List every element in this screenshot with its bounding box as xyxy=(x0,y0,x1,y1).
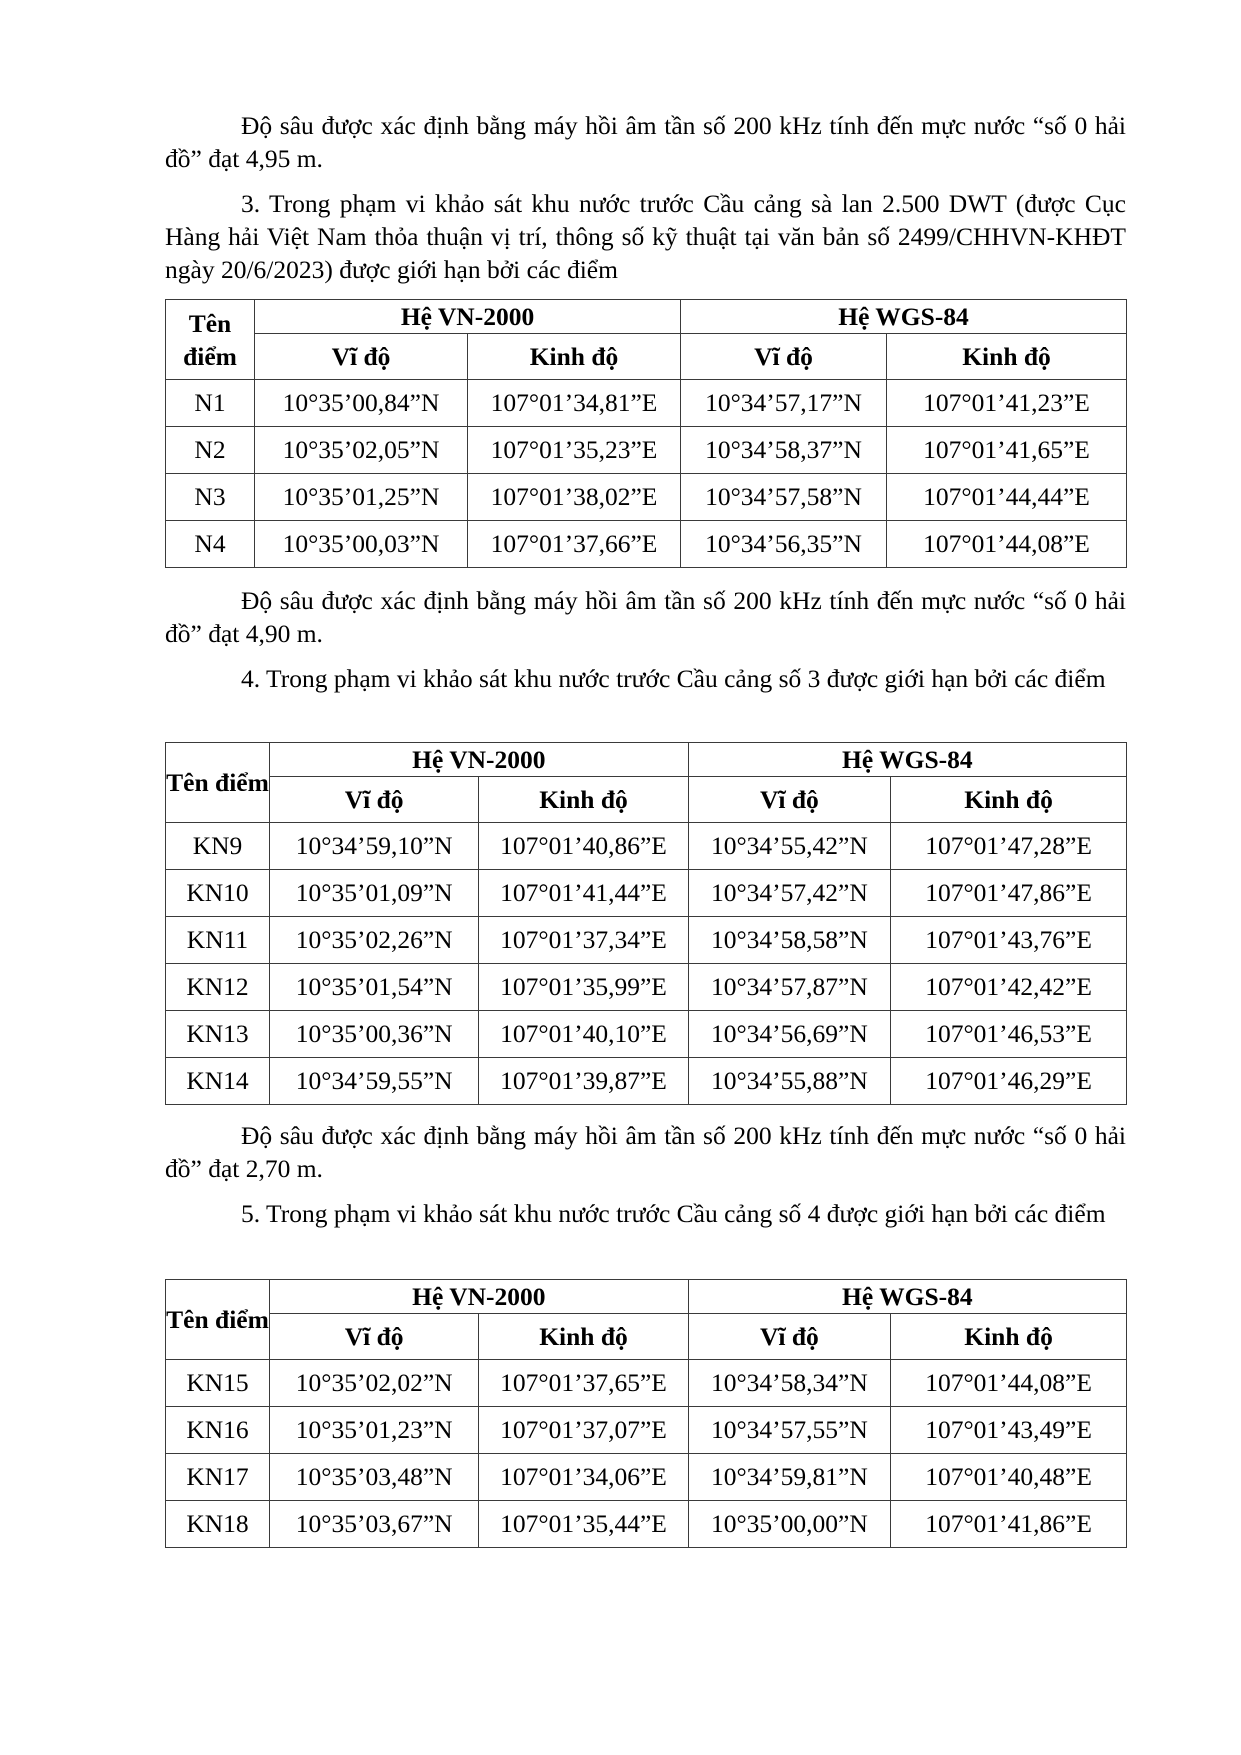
cell-wgs84-longitude: 107°01’41,65”E xyxy=(887,427,1127,474)
cell-point-name: KN10 xyxy=(166,870,270,917)
cell-point-name: KN9 xyxy=(166,823,270,870)
paragraph: Độ sâu được xác định bằng máy hồi âm tần số 200 kHz tính đến mực nước “số 0 hải đồ” đạt 4,95 m. xyxy=(165,111,1126,173)
column-header-vn2000-latitude: Vĩ độ xyxy=(255,334,468,380)
cell-wgs84-longitude: 107°01’44,08”E xyxy=(887,521,1127,568)
depth-note-2 xyxy=(165,584,1126,650)
header-row-systems xyxy=(166,743,1127,777)
cell-wgs84-latitude: 10°34’57,17”N xyxy=(681,380,887,427)
column-header-wgs84-longitude: Kinh độ xyxy=(891,1314,1127,1360)
column-header-vn2000: Hệ VN-2000 xyxy=(255,300,681,334)
depth-note-3 xyxy=(165,1119,1126,1185)
cell-wgs84-latitude: 10°34’57,55”N xyxy=(688,1407,890,1454)
cell-vn2000-longitude: 107°01’38,02”E xyxy=(468,474,681,521)
cell-point-name: N2 xyxy=(166,427,255,474)
cell-vn2000-latitude: 10°35’02,02”N xyxy=(270,1360,479,1407)
cell-vn2000-latitude: 10°35’01,09”N xyxy=(270,870,479,917)
column-header-vn2000-longitude: Kinh độ xyxy=(479,777,688,823)
cell-point-name: KN13 xyxy=(166,1011,270,1058)
cell-point-name: KN11 xyxy=(166,917,270,964)
cell-wgs84-latitude: 10°34’55,42”N xyxy=(688,823,890,870)
cell-vn2000-latitude: 10°35’00,36”N xyxy=(270,1011,479,1058)
column-header-point-name: Tên điểm xyxy=(166,743,270,823)
cell-vn2000-latitude: 10°34’59,10”N xyxy=(270,823,479,870)
column-header-wgs84-latitude: Vĩ độ xyxy=(688,777,890,823)
header-row-systems xyxy=(166,1280,1127,1314)
table-row xyxy=(166,1501,1127,1548)
table-row xyxy=(166,521,1127,568)
cell-wgs84-longitude: 107°01’43,76”E xyxy=(891,917,1127,964)
section-4-intro xyxy=(165,662,1126,695)
header-row-axes xyxy=(166,334,1127,380)
header-row-axes xyxy=(166,1314,1127,1360)
column-header-wgs84-longitude: Kinh độ xyxy=(891,777,1127,823)
cell-vn2000-latitude: 10°34’59,55”N xyxy=(270,1058,479,1105)
table-row xyxy=(166,1360,1127,1407)
cell-vn2000-longitude: 107°01’40,86”E xyxy=(479,823,688,870)
cell-point-name: KN17 xyxy=(166,1454,270,1501)
cell-wgs84-latitude: 10°34’57,87”N xyxy=(688,964,890,1011)
column-header-vn2000-longitude: Kinh độ xyxy=(468,334,681,380)
cell-wgs84-longitude: 107°01’41,23”E xyxy=(887,380,1127,427)
table-row xyxy=(166,917,1127,964)
cell-vn2000-longitude: 107°01’39,87”E xyxy=(479,1058,688,1105)
cell-vn2000-longitude: 107°01’40,10”E xyxy=(479,1011,688,1058)
cell-vn2000-latitude: 10°35’03,48”N xyxy=(270,1454,479,1501)
column-header-wgs84: Hệ WGS-84 xyxy=(681,300,1127,334)
cell-vn2000-latitude: 10°35’00,84”N xyxy=(255,380,468,427)
coordinates-table-1 xyxy=(165,299,1127,568)
cell-wgs84-latitude: 10°34’56,69”N xyxy=(688,1011,890,1058)
cell-vn2000-latitude: 10°35’01,54”N xyxy=(270,964,479,1011)
cell-vn2000-longitude: 107°01’35,23”E xyxy=(468,427,681,474)
column-header-vn2000: Hệ VN-2000 xyxy=(270,1280,689,1314)
cell-vn2000-latitude: 10°35’02,05”N xyxy=(255,427,468,474)
coordinates-table-2 xyxy=(165,742,1127,1105)
cell-wgs84-longitude: 107°01’46,29”E xyxy=(891,1058,1127,1105)
cell-point-name: N4 xyxy=(166,521,255,568)
table-row xyxy=(166,1454,1127,1501)
cell-wgs84-longitude: 107°01’42,42”E xyxy=(891,964,1127,1011)
table-row xyxy=(166,1058,1127,1105)
section-5-intro xyxy=(165,1197,1126,1230)
cell-point-name: KN14 xyxy=(166,1058,270,1105)
cell-wgs84-latitude: 10°34’58,58”N xyxy=(688,917,890,964)
cell-wgs84-latitude: 10°35’00,00”N xyxy=(688,1501,890,1548)
coordinates-table-3 xyxy=(165,1279,1127,1548)
table-row xyxy=(166,427,1127,474)
cell-point-name: KN18 xyxy=(166,1501,270,1548)
column-header-wgs84-longitude: Kinh độ xyxy=(887,334,1127,380)
table-row xyxy=(166,380,1127,427)
cell-vn2000-longitude: 107°01’34,81”E xyxy=(468,380,681,427)
paragraph: 4. Trong phạm vi khảo sát khu nước trước Cầu cảng số 3 được giới hạn bởi các điểm xyxy=(241,664,1106,693)
table-row xyxy=(166,1011,1127,1058)
column-header-point-name: Tên điểm xyxy=(166,1280,270,1360)
table-row xyxy=(166,1407,1127,1454)
cell-wgs84-latitude: 10°34’55,88”N xyxy=(688,1058,890,1105)
paragraph: Độ sâu được xác định bằng máy hồi âm tần số 200 kHz tính đến mực nước “số 0 hải đồ” đạt 2,70 m. xyxy=(165,1121,1126,1183)
column-header-vn2000-longitude: Kinh độ xyxy=(479,1314,688,1360)
column-header-vn2000-latitude: Vĩ độ xyxy=(270,777,479,823)
cell-vn2000-longitude: 107°01’34,06”E xyxy=(479,1454,688,1501)
cell-wgs84-longitude: 107°01’41,86”E xyxy=(891,1501,1127,1548)
cell-wgs84-longitude: 107°01’47,28”E xyxy=(891,823,1127,870)
cell-wgs84-longitude: 107°01’40,48”E xyxy=(891,1454,1127,1501)
cell-point-name: KN12 xyxy=(166,964,270,1011)
cell-vn2000-longitude: 107°01’37,66”E xyxy=(468,521,681,568)
cell-point-name: KN16 xyxy=(166,1407,270,1454)
paragraph: 5. Trong phạm vi khảo sát khu nước trước Cầu cảng số 4 được giới hạn bởi các điểm xyxy=(241,1199,1106,1228)
cell-vn2000-longitude: 107°01’37,34”E xyxy=(479,917,688,964)
cell-vn2000-longitude: 107°01’35,44”E xyxy=(479,1501,688,1548)
table-row xyxy=(166,474,1127,521)
cell-wgs84-longitude: 107°01’44,08”E xyxy=(891,1360,1127,1407)
cell-vn2000-longitude: 107°01’35,99”E xyxy=(479,964,688,1011)
cell-wgs84-longitude: 107°01’46,53”E xyxy=(891,1011,1127,1058)
cell-wgs84-latitude: 10°34’58,37”N xyxy=(681,427,887,474)
cell-vn2000-latitude: 10°35’02,26”N xyxy=(270,917,479,964)
paragraph: 3. Trong phạm vi khảo sát khu nước trước Cầu cảng sà lan 2.500 DWT (được Cục Hàng hải Việt Nam thỏa thuận vị trí, thông số kỹ thuật tại văn bản số 2499/CHHVN-KHĐT ngày 20/6/2023) được giới hạn bởi các điểm xyxy=(165,189,1126,284)
cell-vn2000-latitude: 10°35’01,23”N xyxy=(270,1407,479,1454)
cell-wgs84-latitude: 10°34’59,81”N xyxy=(688,1454,890,1501)
paragraph: Độ sâu được xác định bằng máy hồi âm tần số 200 kHz tính đến mực nước “số 0 hải đồ” đạt 4,90 m. xyxy=(165,586,1126,648)
cell-vn2000-longitude: 107°01’37,65”E xyxy=(479,1360,688,1407)
cell-vn2000-latitude: 10°35’00,03”N xyxy=(255,521,468,568)
table-row xyxy=(166,964,1127,1011)
cell-point-name: N1 xyxy=(166,380,255,427)
cell-wgs84-longitude: 107°01’43,49”E xyxy=(891,1407,1127,1454)
column-header-point-name: Tên điểm xyxy=(166,300,255,380)
cell-point-name: KN15 xyxy=(166,1360,270,1407)
cell-point-name: N3 xyxy=(166,474,255,521)
cell-wgs84-latitude: 10°34’57,42”N xyxy=(688,870,890,917)
cell-wgs84-latitude: 10°34’57,58”N xyxy=(681,474,887,521)
cell-wgs84-latitude: 10°34’56,35”N xyxy=(681,521,887,568)
column-header-wgs84: Hệ WGS-84 xyxy=(688,1280,1126,1314)
column-header-wgs84-latitude: Vĩ độ xyxy=(688,1314,890,1360)
column-header-wgs84-latitude: Vĩ độ xyxy=(681,334,887,380)
table-row xyxy=(166,870,1127,917)
cell-wgs84-longitude: 107°01’44,44”E xyxy=(887,474,1127,521)
column-header-vn2000: Hệ VN-2000 xyxy=(270,743,689,777)
cell-vn2000-latitude: 10°35’01,25”N xyxy=(255,474,468,521)
header-row-axes xyxy=(166,777,1127,823)
cell-vn2000-longitude: 107°01’37,07”E xyxy=(479,1407,688,1454)
section-3-intro xyxy=(165,187,1126,286)
column-header-vn2000-latitude: Vĩ độ xyxy=(270,1314,479,1360)
cell-vn2000-longitude: 107°01’41,44”E xyxy=(479,870,688,917)
cell-wgs84-latitude: 10°34’58,34”N xyxy=(688,1360,890,1407)
cell-wgs84-longitude: 107°01’47,86”E xyxy=(891,870,1127,917)
table-row xyxy=(166,823,1127,870)
depth-note-1 xyxy=(165,109,1126,175)
cell-vn2000-latitude: 10°35’03,67”N xyxy=(270,1501,479,1548)
header-row-systems xyxy=(166,300,1127,334)
column-header-wgs84: Hệ WGS-84 xyxy=(688,743,1126,777)
